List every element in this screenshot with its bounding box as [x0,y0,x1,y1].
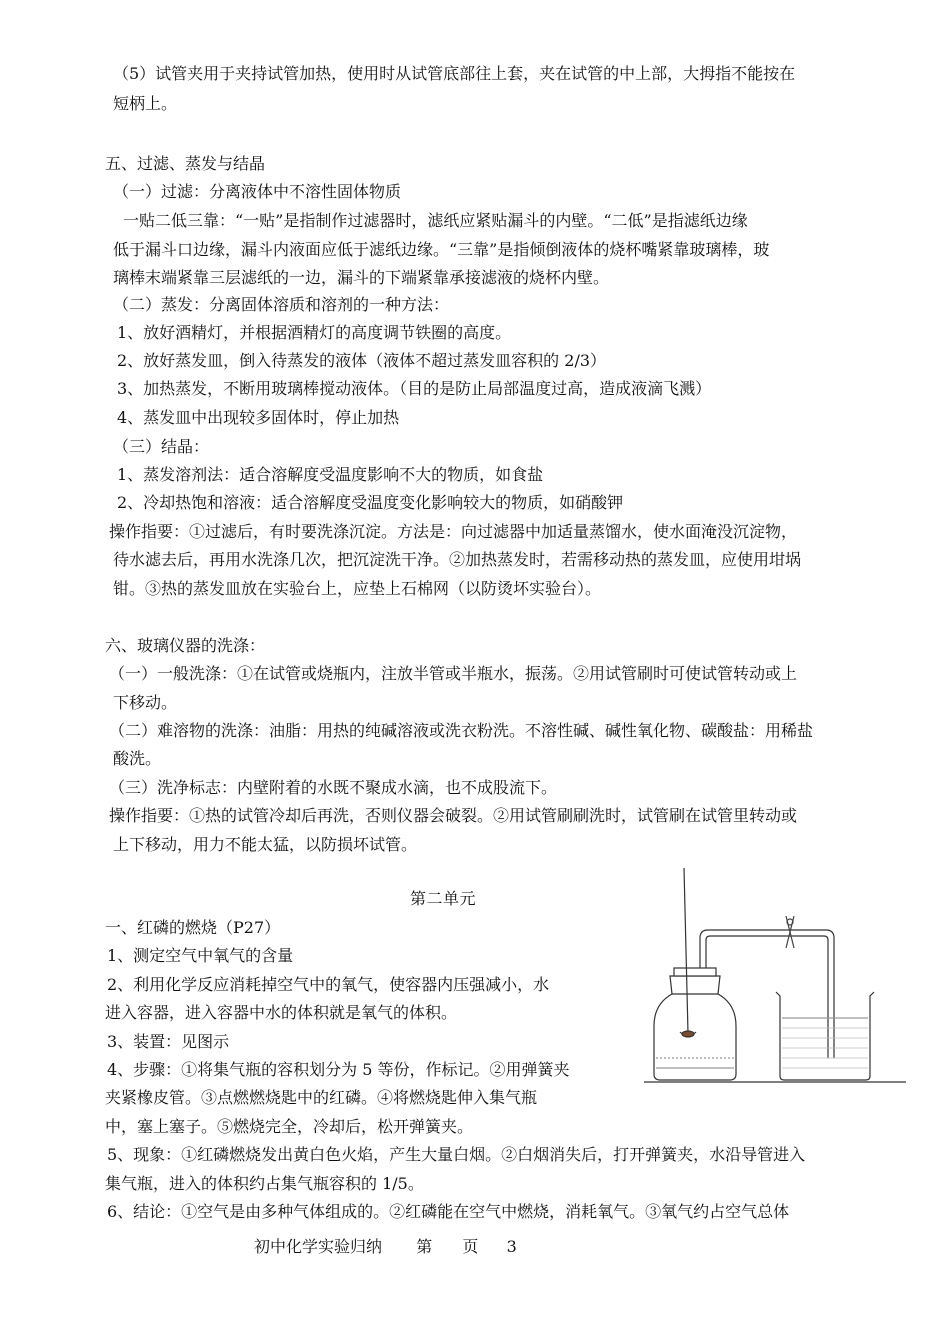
text-line: （一）一般洗涤：①在试管或烧瓶内，注放半管或半瓶水，振荡。②用试管刷时可使试管转动或上 [109,664,798,683]
text-line: （5）试管夹用于夹持试管加热，使用时从试管底部往上套，夹在试管的中上部，大拇指不能按在 [113,64,796,83]
text-line: 下移动。 [113,693,178,712]
connecting-tube [700,930,834,1058]
text-line: 2、冷却热饱和溶液：适合溶解度受温度变化影响较大的物质，如硝酸钾 [117,493,624,512]
text-line: 4、蒸发皿中出现较多固体时，停止加热 [117,408,400,427]
text-line: 3、装置：见图示 [107,1032,230,1051]
text-line: 集气瓶，进入的体积约占集气瓶容积的 1/5。 [105,1174,424,1193]
text-line: 酸洗。 [113,749,162,768]
gas-bottle [654,994,736,1080]
spring-clip [786,916,794,948]
red-phosphorus-apparatus-figure [640,868,910,1088]
text-line: 一、红磷的燃烧（P27） [105,918,281,937]
text-line: （三）结晶： [113,437,210,456]
combustion-spoon-rod [684,868,688,1033]
text-line: 3、加热蒸发，不断用玻璃棒搅动液体。（目的是防止局部温度过高，造成液滴飞溅） [117,379,712,398]
page-footer [254,1234,517,1257]
text-line: （二）难溶物的洗涤：油脂：用热的纯碱溶液或洗衣粉洗。不溶性碱、碱性氧化物、碳酸盐：用稀盐 [109,721,814,740]
text-line: 六、玻璃仪器的洗涤： [105,636,266,655]
text-line: 5、现象：①红磷燃烧发出黄白色火焰，产生大量白烟。②白烟消失后，打开弹簧夹，水沿导管进入 [107,1145,806,1164]
water-beaker [776,992,874,1080]
text-line: 待水滤去后，再用水洗涤几次，把沉淀洗干净。②加热蒸发时，若需移动热的蒸发皿，应使用坩埚 [113,550,802,569]
text-line: 4、步骤：①将集气瓶的容积划分为 5 等份，作标记。②用弹簧夹 [107,1060,570,1079]
text-line: 钳。③热的蒸发皿放在实验台上，应垫上石棉网（以防烫坏实验台）。 [113,579,602,598]
text-line: 短柄上。 [113,94,178,113]
text-line: （二）蒸发：分离固体溶质和溶剂的一种方法： [113,295,450,314]
text-line: （三）洗净标志：内壁附着的水既不聚成水滴，也不成股流下。 [109,778,558,797]
text-line: 五、过滤、蒸发与结晶 [105,154,266,173]
text-line: （一）过滤：分离液体中不溶性固体物质 [113,182,402,201]
text-line: 一贴二低三靠：“一贴”是指制作过滤器时，滤纸应紧贴漏斗的内壁。“二低”是指滤纸边缘 [123,211,748,230]
text-line: 2、放好蒸发皿，倒入待蒸发的液体（液体不超过蒸发皿容积的 2/3） [117,351,607,370]
footer-page-number: 3 [506,1237,517,1256]
text-line: 1、蒸发溶剂法：适合溶解度受温度影响不大的物质，如食盐 [117,465,544,484]
text-line: 操作指要：①热的试管冷却后再洗，否则仪器会破裂。②用试管刷刷洗时，试管刷在试管里转动或 [109,806,798,825]
text-line: 夹紧橡皮管。③点燃燃烧匙中的红磷。④将燃烧匙伸入集气瓶 [105,1088,538,1107]
text-line: 1、放好酒精灯，并根据酒精灯的高度调节铁圈的高度。 [117,323,512,342]
text-line: 6、结论：①空气是由多种气体组成的。②红磷能在空气中燃烧，消耗氧气。③氧气约占空气总体 [107,1202,790,1221]
text-line: 1、测定空气中氧气的含量 [107,946,294,965]
footer-title: 初中化学实验归纳 [254,1237,383,1256]
unit-title: 第二单元 [410,889,477,908]
text-line: 操作指要：①过滤后，有时要洗涤沉淀。方法是：向过滤器中加适量蒸馏水，使水面淹没沉淀物， [109,522,798,541]
text-line: 2、利用化学反应消耗掉空气中的氧气，使容器内压强减小，水 [107,975,550,994]
text-line: 中，塞上塞子。⑤燃烧完全，冷却后，松开弹簧夹。 [105,1117,474,1136]
text-line: 进入容器，进入容器中水的体积就是氧气的体积。 [105,1003,458,1022]
text-line: 上下移动，用力不能太猛，以防损坏试管。 [113,835,418,854]
stopper [670,976,720,994]
footer-page-prefix: 第 [416,1237,433,1256]
red-phosphorus [682,1031,694,1037]
text-line: 璃棒末端紧靠三层滤纸的一边，漏斗的下端紧靠承接滤液的烧杯内壁。 [113,268,610,287]
text-line: 低于漏斗口边缘，漏斗内液面应低于滤纸边缘。“三靠”是指倾倒液体的烧杯嘴紧靠玻璃棒，玻 [113,240,770,259]
footer-page-suffix: 页 [462,1237,479,1256]
